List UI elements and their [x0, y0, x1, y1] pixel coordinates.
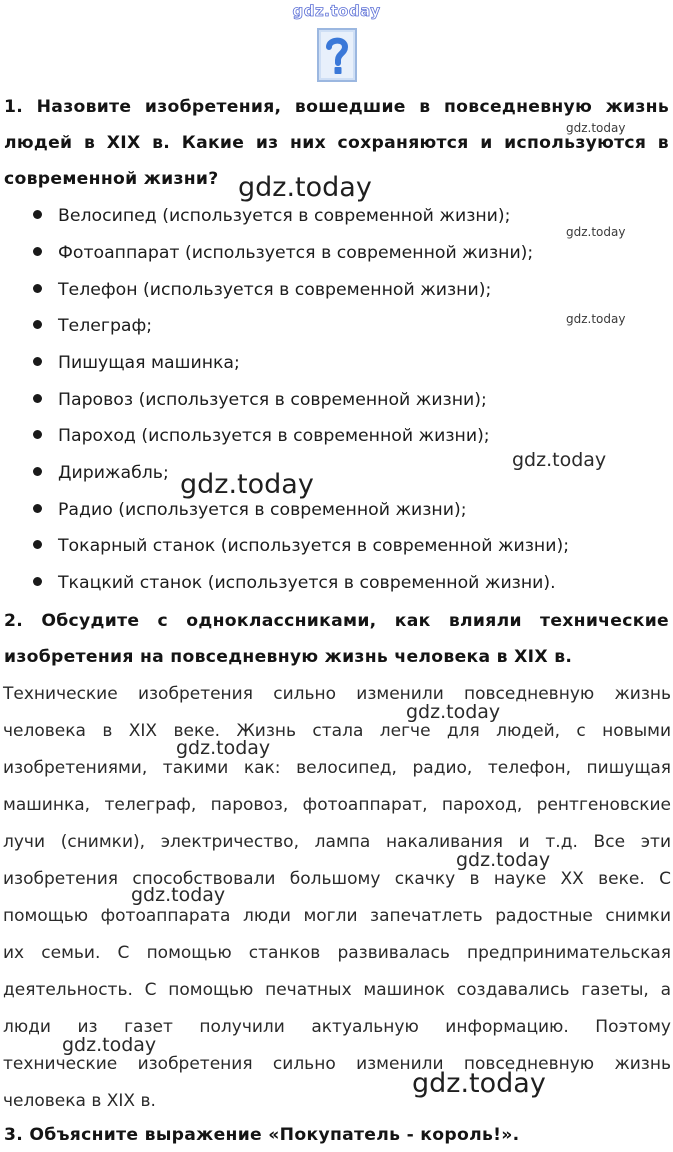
watermark: gdz.today: [412, 1068, 546, 1099]
watermark: gdz.today: [131, 884, 226, 906]
paragraph-line: технические изобретения сильно изменили повседневную жизнь: [3, 1054, 671, 1074]
question-2: [4, 603, 669, 675]
paragraph-line: помощью фотоаппарата люди могли запечатлеть радостные снимки: [3, 906, 671, 926]
top-watermark: gdz.today: [292, 2, 381, 20]
bullet-dot: [33, 540, 42, 549]
list-item: [33, 272, 491, 308]
bullet-dot: [33, 577, 42, 586]
question-1-line: 1. Назовите изобретения, вошедшие в повседневную жизнь: [4, 97, 669, 117]
list-item-text: Телеграф;: [58, 316, 153, 336]
list-item: [33, 382, 487, 418]
question-3: [4, 1118, 669, 1152]
list-item: [33, 528, 569, 564]
list-item: [33, 198, 510, 234]
question-mark-icon: [315, 26, 359, 84]
list-item-text: Паровоз (используется в современной жизни);: [58, 390, 487, 410]
list-item: [33, 418, 490, 454]
watermark: gdz.today: [566, 225, 626, 239]
question-3-line: 3. Объясните выражение «Покупатель - король!».: [4, 1125, 520, 1145]
list-item-text: Велосипед (используется в современной жизни);: [58, 206, 511, 226]
watermark: gdz.today: [566, 312, 626, 326]
question-1-line: людей в XIX в. Какие из них сохраняются и используются в: [4, 133, 669, 153]
list-item-text: Токарный станок (используется в современной жизни);: [58, 536, 570, 556]
watermark: gdz.today: [406, 701, 501, 723]
bullet-dot: [33, 210, 42, 219]
list-item: [33, 345, 240, 381]
watermark: gdz.today: [566, 121, 626, 135]
watermark: gdz.today: [176, 737, 271, 759]
paragraph-line: Технические изобретения сильно изменили повседневную жизнь: [3, 684, 671, 704]
list-item: [33, 308, 152, 344]
paragraph-line: изобретениями, такими как: велосипед, радио, телефон, пишущая: [3, 758, 671, 778]
paragraph-line: человека в XIX веке. Жизнь стала легче для людей, с новыми: [3, 721, 671, 741]
question-2-line: 2. Обсудите с одноклассниками, как влияли технические: [4, 611, 669, 631]
paragraph-line: люди из газет получили актуальную информацию. Поэтому: [3, 1017, 671, 1037]
list-item: [33, 492, 467, 528]
bullet-dot: [33, 467, 42, 476]
question-2-line: изобретения на повседневную жизнь человека в XIX в.: [4, 647, 573, 667]
bullet-dot: [33, 504, 42, 513]
list-item-text: Пишущая машинка;: [58, 353, 240, 373]
list-item: [33, 235, 533, 271]
list-item: [33, 455, 169, 491]
paragraph-line: лучи (снимки), электричество, лампа накаливания и т.д. Все эти: [3, 832, 671, 852]
bullet-dot: [33, 320, 42, 329]
paragraph-line: машинка, телеграф, паровоз, фотоаппарат, пароход, рентгеновские: [3, 795, 671, 815]
watermark: gdz.today: [62, 1034, 157, 1056]
bullet-dot: [33, 394, 42, 403]
watermark: gdz.today: [512, 449, 607, 471]
paragraph-line: деятельность. С помощью печатных машинок создавались газеты, а: [3, 980, 671, 1000]
question-1: [4, 89, 669, 197]
paragraph-line: изобретения способствовали большому скачку в науке XX веке. С: [3, 869, 671, 889]
list-item-text: Радио (используется в современной жизни);: [58, 500, 467, 520]
list-item-text: Ткацкий станок (используется в современной жизни).: [58, 573, 556, 593]
watermark: gdz.today: [180, 469, 314, 500]
watermark: gdz.today: [456, 849, 551, 871]
list-item-text: Дирижабль;: [58, 463, 169, 483]
list-item-text: Телефон (используется в современной жизни);: [58, 280, 492, 300]
list-item: [33, 565, 556, 601]
bullet-dot: [33, 357, 42, 366]
list-item-text: Фотоаппарат (используется в современной жизни);: [58, 243, 534, 263]
answer-2-paragraph: [3, 676, 671, 1120]
paragraph-line: человека в XIX в.: [3, 1091, 156, 1111]
watermark: gdz.today: [238, 172, 372, 203]
question-1-line: современной жизни?: [4, 169, 219, 189]
bullet-dot: [33, 430, 42, 439]
bullet-dot: [33, 284, 42, 293]
list-item-text: Пароход (используется в современной жизни);: [58, 426, 490, 446]
paragraph-line: их семьи. С помощью станков развивалась предпринимательская: [3, 943, 671, 963]
bullet-dot: [33, 247, 42, 256]
